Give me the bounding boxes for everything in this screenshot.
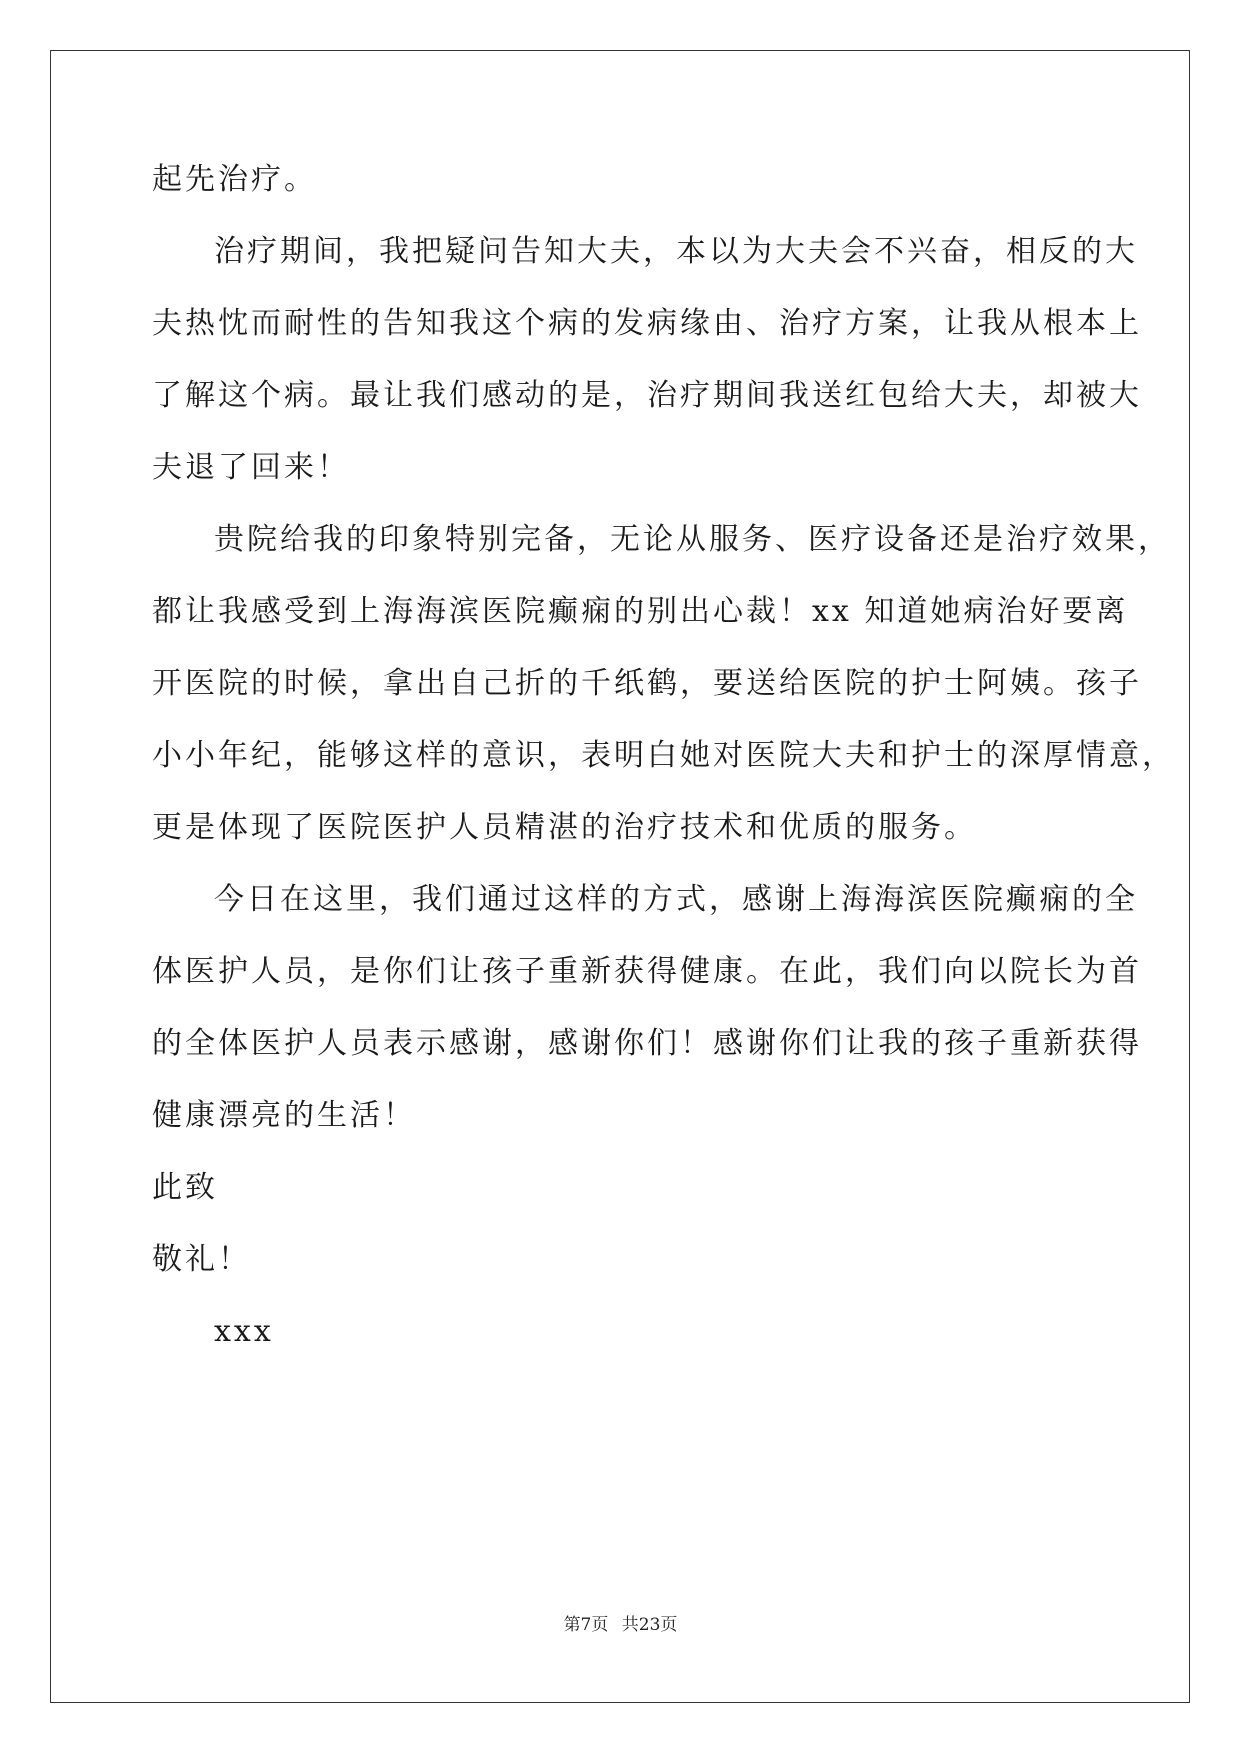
paragraph-start-line: 治疗期间，我把疑问告知大夫，本以为大夫会不兴奋，相反的大 xyxy=(214,234,1138,269)
page-footer xyxy=(0,1610,1241,1635)
closing-regards: 敬礼！ xyxy=(152,1242,251,1277)
text-line: 都让我感受到上海海滨医院癫痫的别出心裁！xx 知道她病治好要离 xyxy=(152,594,1129,629)
text-line: 体医护人员，是你们让孩子重新获得健康。在此，我们向以院长为首 xyxy=(152,954,1142,989)
closing-salutation: 此致 xyxy=(152,1170,218,1205)
text-line: 小小年纪，能够这样的意识，表明白她对医院大夫和护士的深厚情意， xyxy=(152,738,1175,773)
text-line: 了解这个病。最让我们感动的是，治疗期间我送红包给大夫，却被大 xyxy=(152,378,1142,413)
text-line: 起先治疗。 xyxy=(152,162,317,197)
page-total: 共23页 xyxy=(621,1615,678,1635)
text-line: 的全体医护人员表示感谢，感谢你们！感谢你们让我的孩子重新获得 xyxy=(152,1026,1142,1061)
text-line: 开医院的时候，拿出自己折的千纸鹤，要送给医院的护士阿姨。孩子 xyxy=(152,666,1142,701)
signature: xxx xyxy=(214,1314,274,1349)
page-border xyxy=(50,50,1190,1703)
text-line: 更是体现了医院医护人员精湛的治疗技术和优质的服务。 xyxy=(152,810,977,845)
text-line: 健康漂亮的生活！ xyxy=(152,1098,416,1133)
paragraph-start-line: 贵院给我的印象特别完备，无论从服务、医疗设备还是治疗效果， xyxy=(214,522,1171,557)
paragraph-start-line: 今日在这里，我们通过这样的方式，感谢上海海滨医院癫痫的全 xyxy=(214,882,1138,917)
page-number: 第7页 xyxy=(563,1615,609,1635)
text-line: 夫退了回来！ xyxy=(152,450,350,485)
text-line: 夫热忱而耐性的告知我这个病的发病缘由、治疗方案，让我从根本上 xyxy=(152,306,1142,341)
